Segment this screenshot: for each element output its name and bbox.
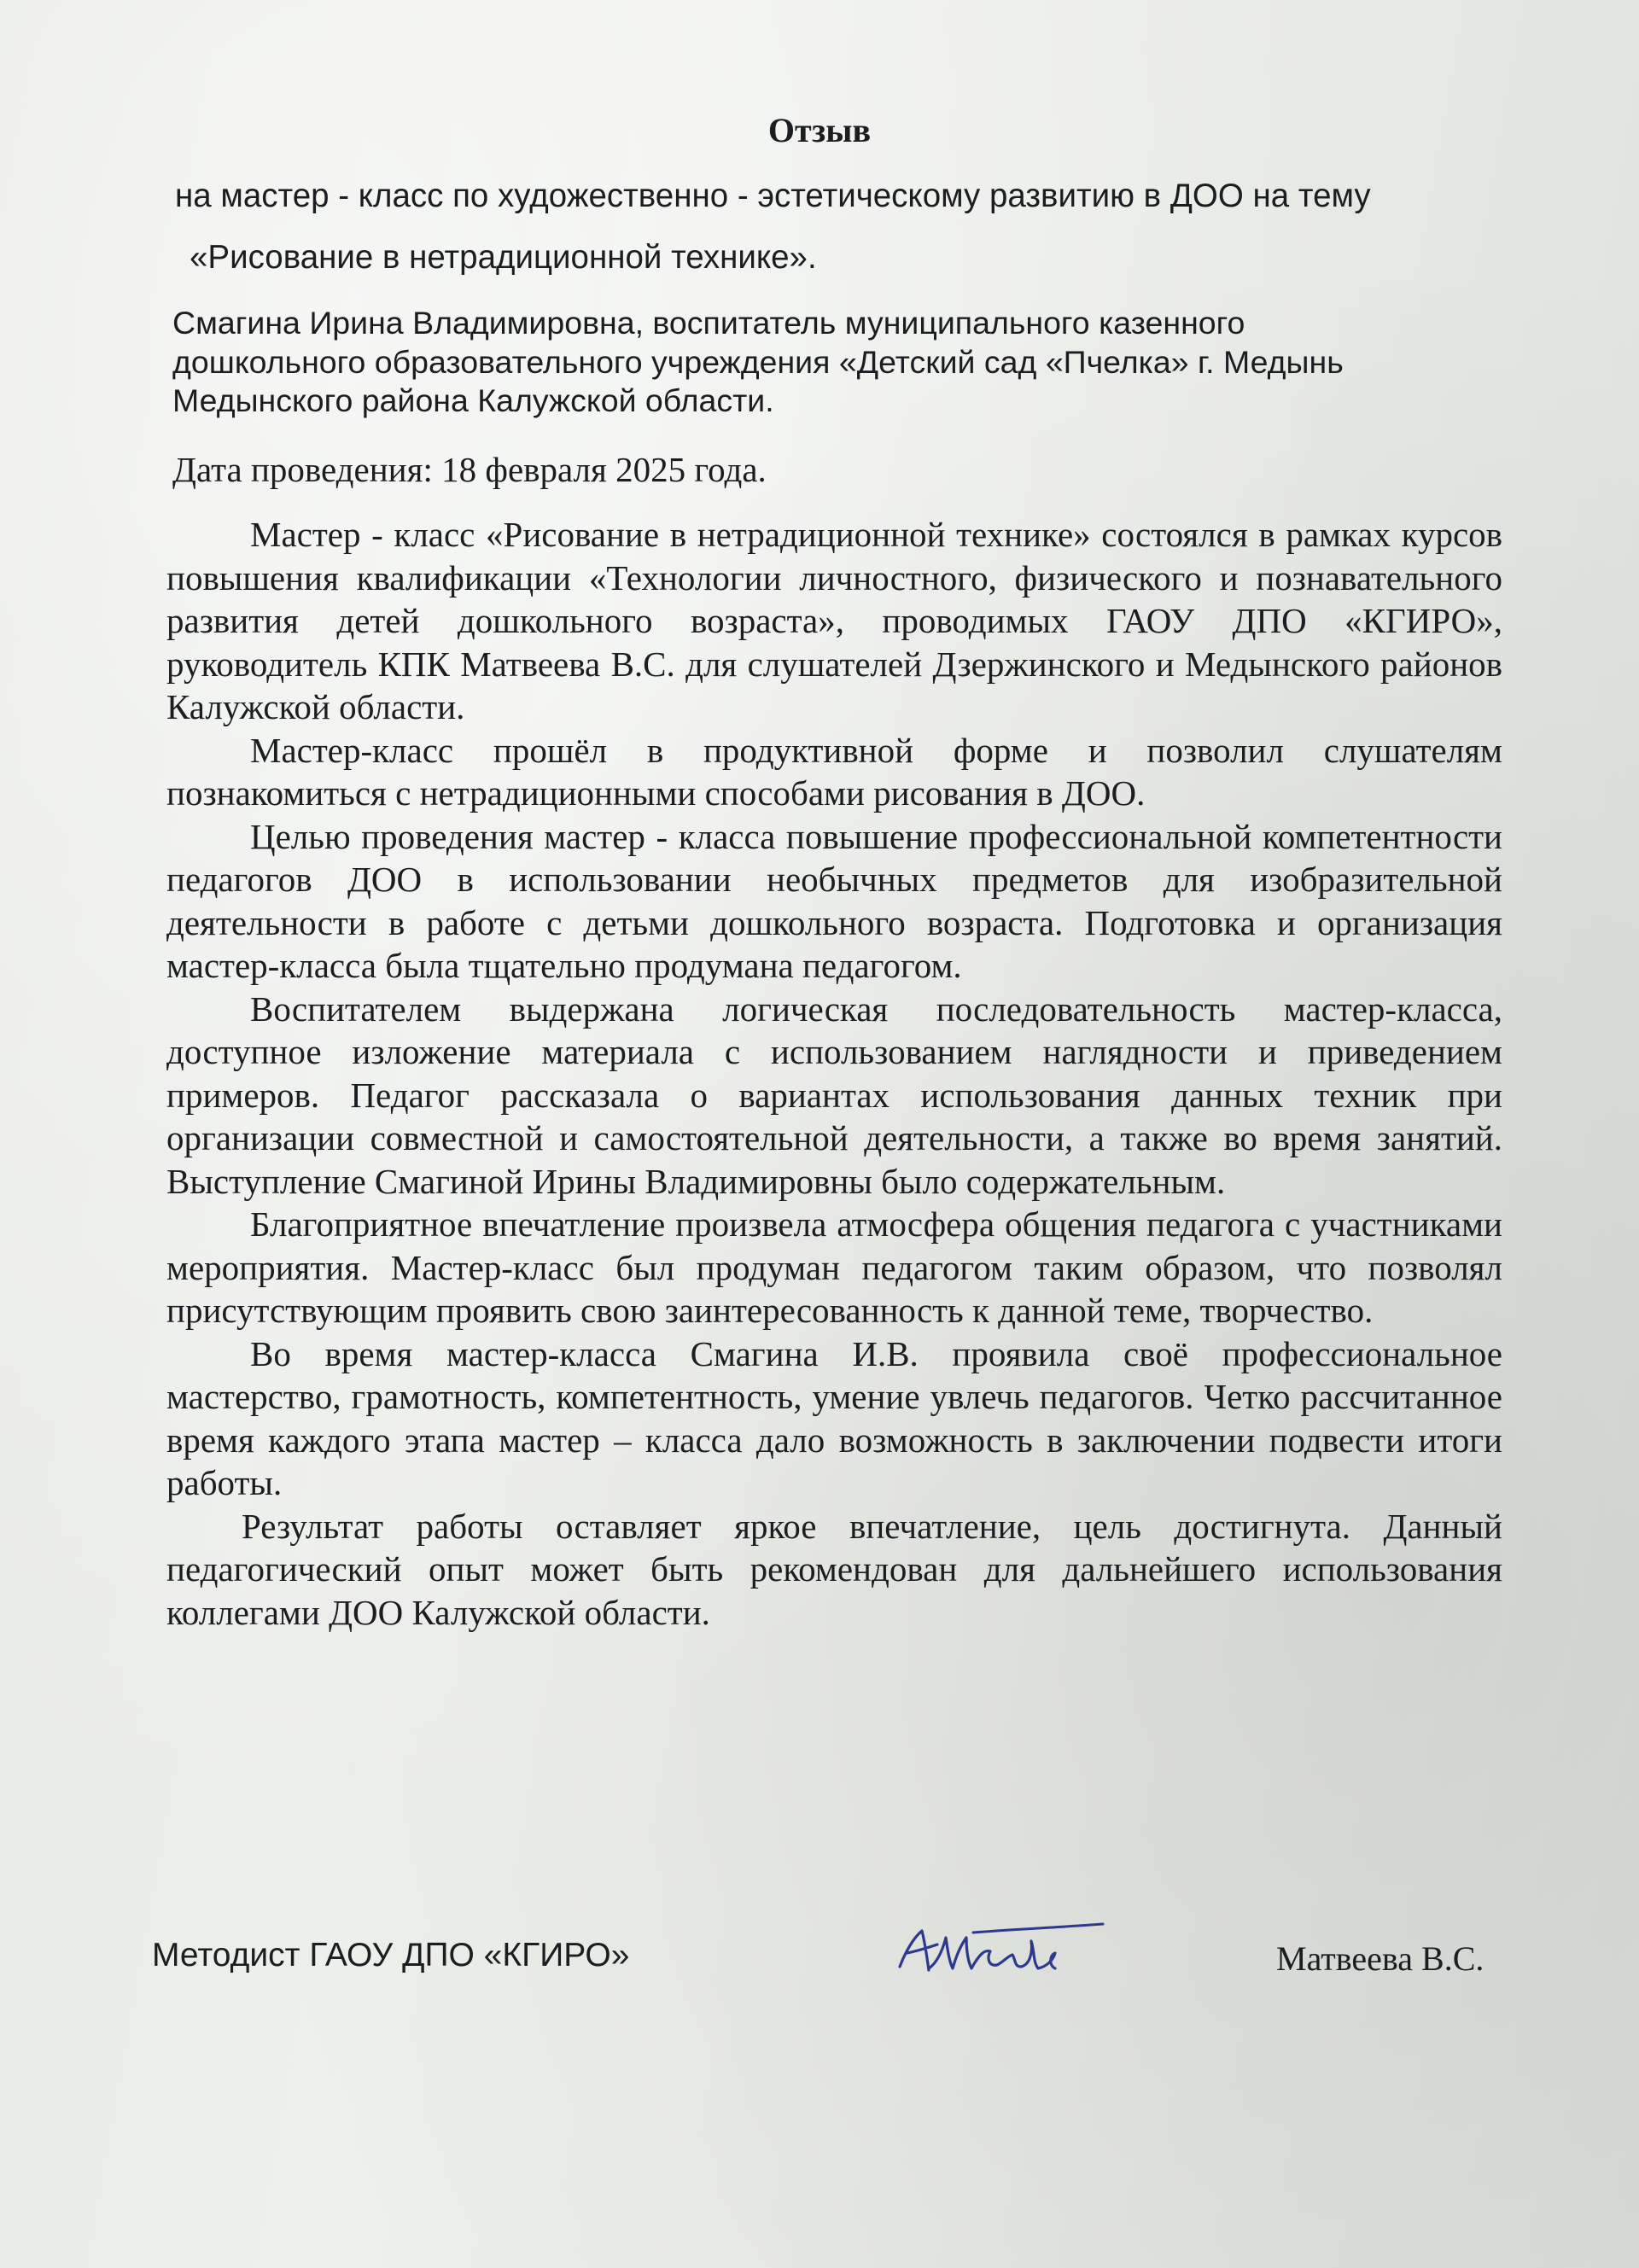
signature-block	[0, 1927, 1639, 2004]
handwritten-signature	[888, 1919, 1110, 1987]
signer-name: Матвеева В.С.	[1276, 1939, 1484, 1978]
subtitle-line-1: на мастер - класс по художественно - эстетическому развитию в ДОО на тему	[175, 178, 1371, 214]
paragraph: Результат работы оставляет яркое впечатление, цель достигнута. Данный педагогический опыт может быть рекомендован для дальнейшего использования коллегами ДОО Калужской области.	[166, 1506, 1502, 1632]
review-body	[166, 513, 1502, 1634]
paragraph: Мастер - класс «Рисование в нетрадиционной технике» состоялся в рамках курсов повышения квалификации «Технологии личностного, физического и познавательного развития детей дошкольного возраста», проводимых ГАОУ ДПО «КГИРО», руководитель КПК Матвеева В.С. для слушателей Дзержинского и Медынского районов Калужской области.	[166, 515, 1502, 726]
signer-position: Методист ГАОУ ДПО «КГИРО»	[152, 1937, 630, 1974]
paragraph: Благоприятное впечатление произвела атмосфера общения педагога с участниками мероприятия. Мастер-класс был продуман педагогом таким образом, что позволял присутствующим проявить свою заинтересованность к данной теме, творчество.	[166, 1204, 1502, 1330]
paragraph: Целью проведения мастер - класса повышение профессиональной компетентности педагогов ДОО в использовании необычных предметов для изобразительной деятельности в работе с детьми дошкольного возраста. Подготовка и организация мастер-класса была тщательно продумана педагогом.	[166, 816, 1502, 985]
paragraph: Во время мастер-класса Смагина И.В. проявила своё профессиональное мастерство, грамотность, компетентность, умение увлечь педагогов. Четко рассчитанное время каждого этапа мастер – класса дало возможность в заключении подвести итоги работы.	[166, 1333, 1502, 1502]
subtitle-line-2: «Рисование в нетрадиционной технике».	[190, 239, 817, 276]
event-date: Дата проведения: 18 февраля 2025 года.	[172, 450, 767, 489]
paragraph: Мастер-класс прошёл в продуктивной форме и позволил слушателям познакомиться с нетрадиционными способами рисования в ДОО.	[166, 730, 1502, 813]
paragraph: Воспитателем выдержана логическая последовательность мастер-класса, доступное изложение материала с использованием наглядности и приведением примеров. Педагог рассказала о вариантах использования данных техник при организации совместной и самостоятельной деятельности, а также во время занятий. Выступление Смагиной Ирины Владимировны было содержательным.	[166, 988, 1502, 1201]
document-title: Отзыв	[767, 111, 872, 149]
author-info: Смагина Ирина Владимировна, воспитатель муниципального казенного дошкольного образовательного учреждения «Детский сад «Пчелка» г. Медынь Медынского района Калужской области.	[172, 305, 1344, 418]
